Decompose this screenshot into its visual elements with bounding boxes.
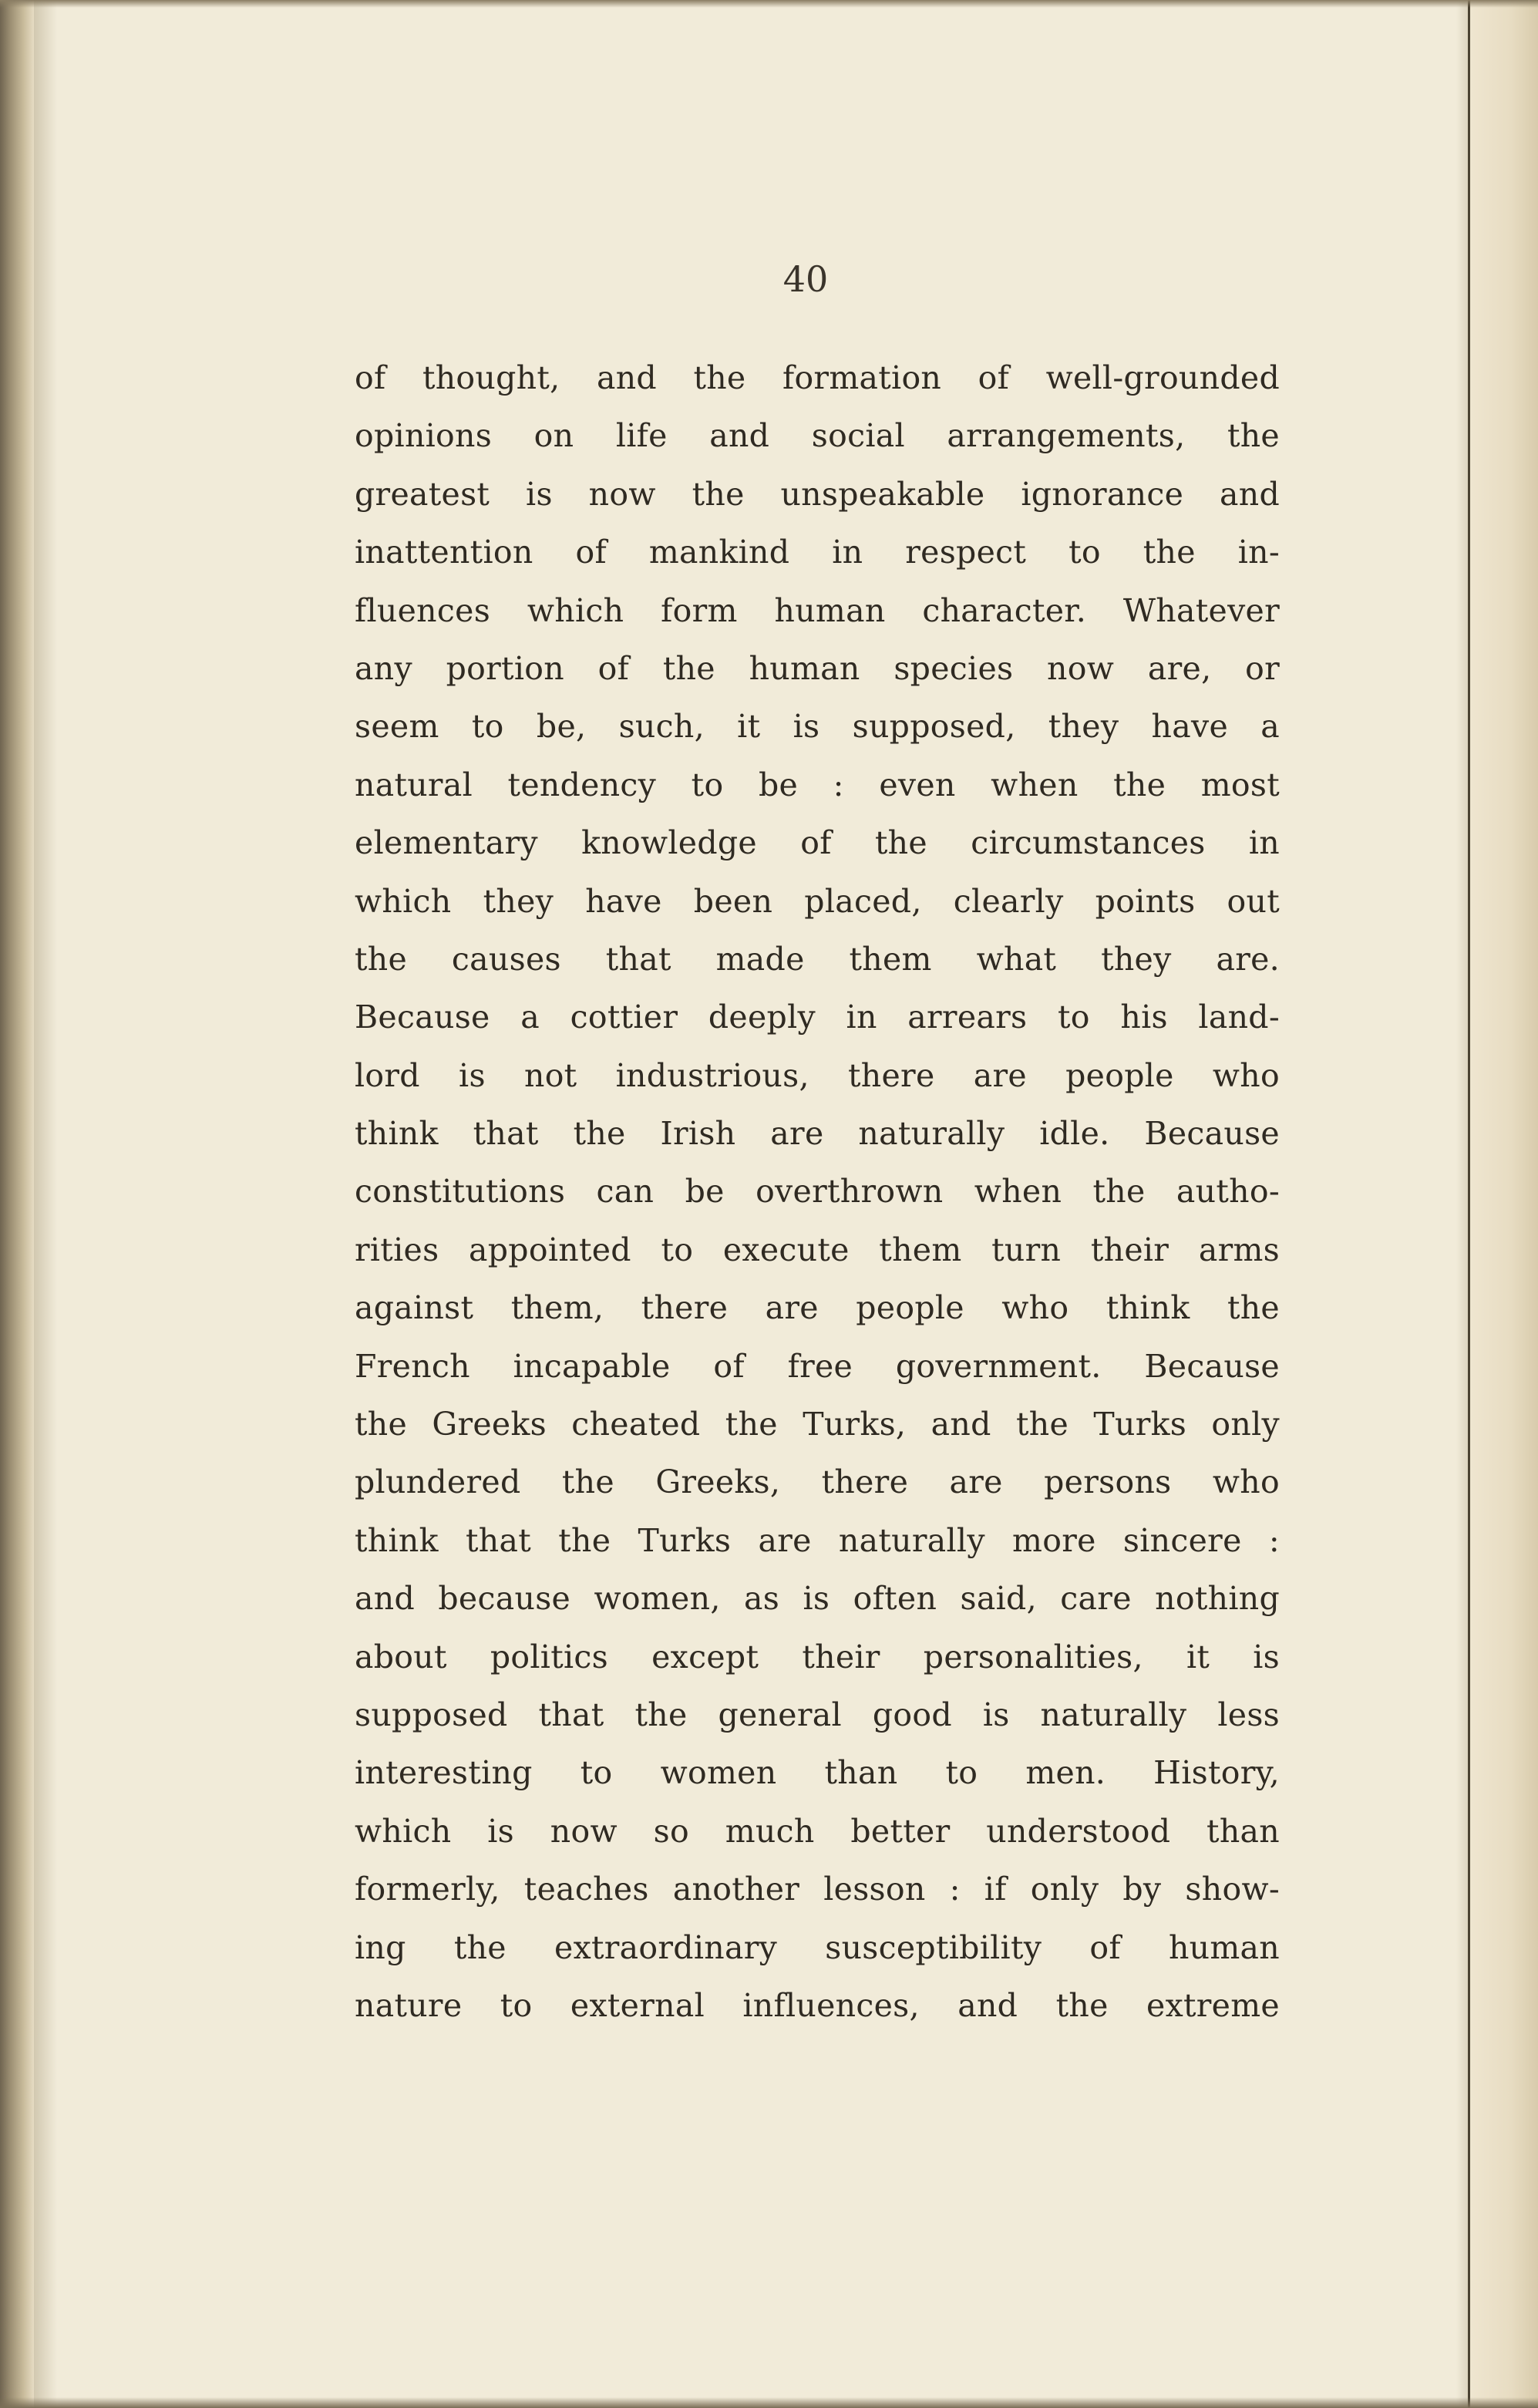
text-line: constitutions can be overthrown when the autho- — [355, 1173, 1280, 1211]
text-line: about politics except their personalities, it is — [355, 1638, 1280, 1675]
text-line: nature to external influences, and the extreme — [355, 1986, 1280, 2024]
text-line: natural tendency to be : even when the most — [355, 766, 1280, 803]
text-line: interesting to women than to men. History, — [355, 1754, 1280, 1792]
body-text — [355, 349, 1280, 2035]
text-line: formerly, teaches another lesson : if only by show- — [355, 1871, 1280, 1908]
page-number: 40 — [782, 258, 829, 300]
text-line: think that the Turks are naturally more sincere : — [355, 1521, 1280, 1559]
text-line: inattention of mankind in respect to the in- — [355, 534, 1280, 571]
text-line: greatest is now the unspeakable ignorance and — [355, 475, 1280, 513]
text-line: against them, there are people who think the — [355, 1289, 1280, 1327]
text-line: elementary knowledge of the circumstances in — [355, 824, 1280, 862]
text-line: which they have been placed, clearly points out — [355, 882, 1280, 920]
text-line: French incapable of free government. Because — [355, 1347, 1280, 1385]
text-line: and because women, as is often said, care nothing — [355, 1580, 1280, 1618]
gutter-shadow — [34, 0, 57, 2408]
text-line: rities appointed to execute them turn their arms — [355, 1231, 1280, 1268]
text-line: which is now so much better understood than — [355, 1812, 1280, 1850]
text-line: lord is not industrious, there are people who — [355, 1056, 1280, 1094]
text-line: opinions on life and social arrangements, the — [355, 417, 1280, 455]
text-line: of thought, and the formation of well-grounded — [355, 359, 1280, 396]
text-line: Because a cottier deeply in arrears to his land- — [355, 999, 1280, 1036]
text-line: the causes that made them what they are. — [355, 940, 1280, 978]
text-line: any portion of the human species now are, or — [355, 649, 1280, 687]
text-line: plundered the Greeks, there are persons who — [355, 1463, 1280, 1501]
text-line: supposed that the general good is naturally less — [355, 1696, 1280, 1733]
text-line: ing the extraordinary susceptibility of human — [355, 1928, 1280, 1966]
bottom-edge — [0, 2397, 1538, 2408]
top-edge — [0, 0, 1538, 8]
text-line: the Greeks cheated the Turks, and the Turks only — [355, 1406, 1280, 1443]
text-line: fluences which form human character. Whatever — [355, 591, 1280, 629]
text-line: think that the Irish are naturally idle. Because — [355, 1115, 1280, 1153]
text-line: seem to be, such, it is supposed, they have a — [355, 708, 1280, 746]
binding-gutter — [0, 0, 34, 2408]
next-leaf-edge — [1468, 0, 1538, 2408]
